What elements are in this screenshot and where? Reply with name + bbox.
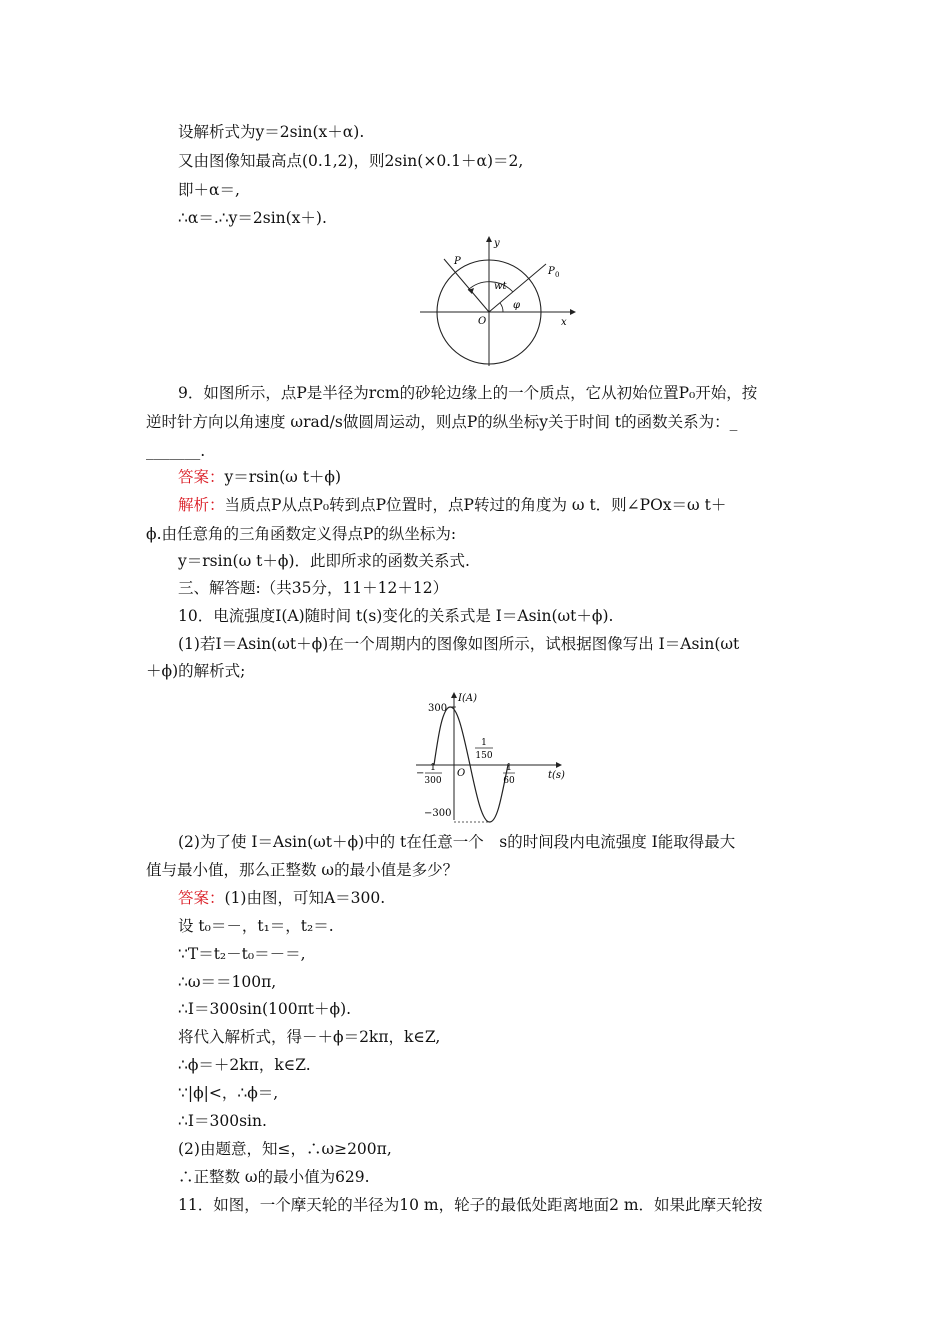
solution-label: 解析： <box>178 496 225 514</box>
text-line: ∴α＝.∴y＝2sin(x＋). <box>178 209 327 227</box>
text-line: ϕ.由任意角的三角函数定义得点P的纵坐标为: <box>146 525 457 543</box>
angle-arc-phi <box>500 303 503 312</box>
circle-figure <box>418 234 578 368</box>
text-line: ∴ϕ＝＋2kπ，k∈Z. <box>178 1056 311 1074</box>
answer-label: 答案： <box>178 468 225 486</box>
text-line: 将代入解析式，得－＋ϕ＝2kπ，k∈Z, <box>178 1028 441 1046</box>
neg-tick-num: 1 <box>430 763 436 773</box>
current-graph <box>412 688 572 824</box>
neg-tick-den: 300 <box>424 776 442 786</box>
y-label: y <box>494 238 500 249</box>
wt-label: wt <box>494 281 507 292</box>
text-line: ∴I＝300sin(100πt＋ϕ). <box>178 1000 352 1018</box>
text-line: y＝rsin(ω t＋ϕ)．此即所求的函数关系式. <box>178 552 470 570</box>
end-tick-num: 1 <box>506 763 512 773</box>
answer-text: (1)由图，可知A＝300. <box>224 889 386 907</box>
y-axis-label: I(A) <box>458 693 477 704</box>
mid-tick-den: 150 <box>475 751 493 761</box>
origin-label: O <box>478 316 487 327</box>
text-line: ∴正整数 ω的最小值为629. <box>178 1168 370 1186</box>
text-line: ＋ϕ)的解析式; <box>146 662 246 680</box>
neg-tick-sign: − <box>416 768 425 779</box>
solution-9 <box>178 495 726 515</box>
question-10: 10．电流强度I(A)随时间 t(s)变化的关系式是 I＝Asin(ωt＋ϕ). <box>178 607 614 625</box>
question-9: 9．如图所示，点P是半径为rcm的砂轮边缘上的一个质点，它从初始位置P₀开始，按 <box>178 384 758 402</box>
phi-label: φ <box>513 300 521 311</box>
p0-subscript: 0 <box>555 271 560 279</box>
p-label: P <box>454 256 461 267</box>
radius-op <box>444 259 489 312</box>
section-heading: 三、解答题:（共35分，11＋12＋12） <box>178 579 449 597</box>
text-line: ∴I＝300sin. <box>178 1112 267 1130</box>
text-line: 设 t₀＝－，t₁＝，t₂＝. <box>178 917 334 935</box>
y-max-label: 300 <box>428 703 448 714</box>
text-line: (2)由题意，知≤，∴ω≥200π, <box>178 1140 392 1158</box>
t-axis-arrow <box>556 762 562 768</box>
text-line: 设解析式为y＝2sin(x＋α). <box>178 123 365 141</box>
text-line: 逆时针方向以角速度 ωrad/s做圆周运动，则点P的纵坐标y关于时间 t的函数关系为：_ <box>146 413 738 431</box>
p0-label: P <box>548 266 555 277</box>
solution-text: 当质点P从点P₀转到点P位置时，点P转过的角度为 ω t．则∠POx＝ω t＋ <box>224 496 727 514</box>
text-line: _______. <box>146 442 206 460</box>
answer-label: 答案： <box>178 889 225 907</box>
y-min-label: −300 <box>424 808 452 819</box>
t-axis-label: t(s) <box>548 770 565 781</box>
text-line: ∵|ϕ|<，∴ϕ＝, <box>178 1084 279 1102</box>
text-line: 即＋α＝, <box>178 181 240 199</box>
question-10-part1: (1)若I＝Asin(ωt＋ϕ)在一个周期内的图像如图所示，试根据图像写出 I＝Asin(ωt <box>178 635 740 653</box>
x-label: x <box>561 317 567 328</box>
y-axis-arrow <box>486 236 492 242</box>
answer-9 <box>178 467 341 487</box>
text-line: ∵T＝t₂－t₀＝－＝, <box>178 945 306 963</box>
answer-10 <box>178 888 385 908</box>
question-10-part2: (2)为了使 I＝Asin(ωt＋ϕ)中的 t在任意一个 s的时间段内电流强度 I能取得最大 <box>178 833 736 851</box>
origin-label: O <box>457 768 466 779</box>
text-line: ∴ω＝＝100π, <box>178 973 277 991</box>
x-axis-arrow <box>570 309 576 315</box>
i-axis-arrow <box>451 692 457 698</box>
mid-tick-num: 1 <box>481 738 487 748</box>
end-tick-den: 60 <box>503 776 515 786</box>
answer-text: y＝rsin(ω t＋ϕ) <box>224 468 342 486</box>
question-11: 11．如图，一个摩天轮的半径为10 m，轮子的最低处距离地面2 m．如果此摩天轮按 <box>178 1196 763 1214</box>
text-line: 又由图像知最高点(0.1,2)，则2sin(×0.1＋α)＝2, <box>178 152 524 170</box>
text-line: 值与最小值，那么正整数 ω的最小值是多少？ <box>146 861 459 879</box>
